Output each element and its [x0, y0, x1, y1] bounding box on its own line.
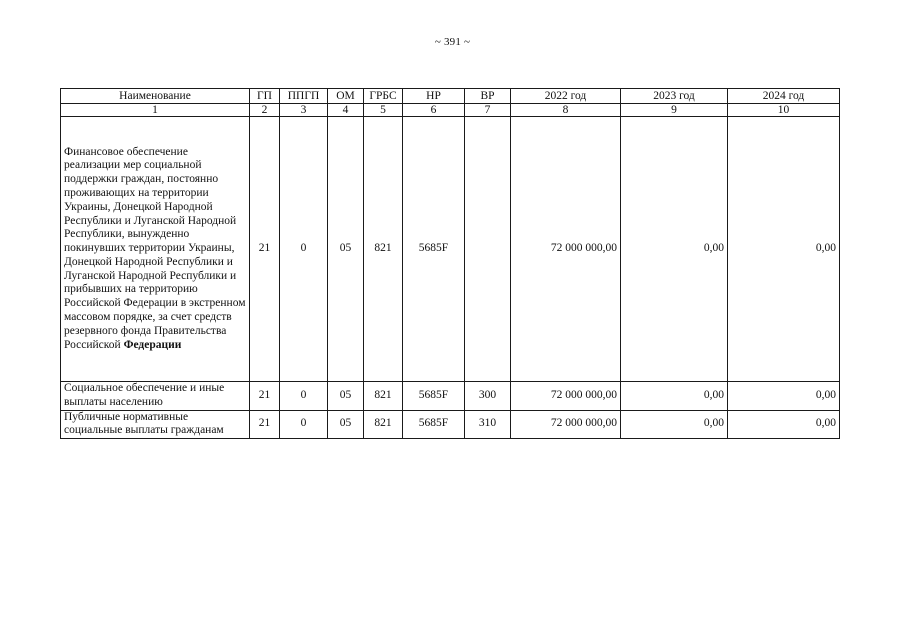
table-row: [61, 382, 840, 411]
table-row: [61, 410, 840, 439]
cell-2022: 72 000 000,00: [511, 382, 621, 411]
column-number: 8: [511, 104, 621, 117]
column-number: 4: [328, 104, 364, 117]
cell-om: 05: [328, 382, 364, 411]
column-number: 6: [403, 104, 465, 117]
cell-2023: 0,00: [621, 410, 728, 439]
column-number: 5: [364, 104, 403, 117]
column-number: 2: [250, 104, 280, 117]
header-2023: 2023 год: [621, 89, 728, 104]
cell-2023: 0,00: [621, 117, 728, 382]
cell-om: 05: [328, 117, 364, 382]
cell-ppgp: 0: [280, 410, 328, 439]
cell-ppgp: 0: [280, 382, 328, 411]
cell-ppgp: 0: [280, 117, 328, 382]
row-name-cell: [61, 117, 250, 382]
row-name: Социальное обеспечение и иные выплаты населению: [64, 382, 225, 408]
row-name: Публичные нормативные социальные выплаты гражданам: [64, 410, 224, 437]
column-number: 9: [621, 104, 728, 117]
cell-vr: 300: [465, 382, 511, 411]
cell-2023: 0,00: [621, 382, 728, 411]
cell-grbs: 821: [364, 410, 403, 439]
cell-2024: 0,00: [728, 410, 840, 439]
cell-2022: 72 000 000,00: [511, 117, 621, 382]
cell-grbs: 821: [364, 117, 403, 382]
cell-gp: 21: [250, 410, 280, 439]
header-gp: ГП: [250, 89, 280, 104]
header-ppgp: ППГП: [280, 89, 328, 104]
row-name-cell: [61, 410, 250, 439]
cell-2022: 72 000 000,00: [511, 410, 621, 439]
header-vr: ВР: [465, 89, 511, 104]
row-name-tail: Федерации: [123, 338, 182, 351]
column-number: 1: [61, 104, 250, 117]
cell-nr: 5685F: [403, 117, 465, 382]
page-number: ~ 391 ~: [434, 36, 471, 48]
cell-gp: 21: [250, 382, 280, 411]
cell-2024: 0,00: [728, 117, 840, 382]
header-2024: 2024 год: [728, 89, 840, 104]
header-grbs: ГРБС: [364, 89, 403, 104]
table-row: [61, 117, 840, 382]
cell-nr: 5685F: [403, 410, 465, 439]
cell-2024: 0,00: [728, 382, 840, 411]
header-row: [61, 89, 840, 104]
row-name: Финансовое обеспечение реализации мер социальной поддержки граждан, постоянно проживающих на территории Украины, Донецкой Народной Республики и Луганской Народной Республики, вынужденно покинувших территории Украины, Донецкой Народной Республики и Луганской Народной Республики и прибывших на территорию Российской Федерации в экстренном массовом порядке, за счет средств резервного фонда Правительства Российской: [64, 145, 246, 351]
column-number: 3: [280, 104, 328, 117]
cell-grbs: 821: [364, 382, 403, 411]
header-om: ОМ: [328, 89, 364, 104]
cell-nr: 5685F: [403, 382, 465, 411]
column-number: 10: [728, 104, 840, 117]
cell-vr: [465, 117, 511, 382]
cell-om: 05: [328, 410, 364, 439]
header-nr: НР: [403, 89, 465, 104]
cell-gp: 21: [250, 117, 280, 382]
header-2022: 2022 год: [511, 89, 621, 104]
column-number-row: [61, 104, 840, 117]
header-name: Наименование: [61, 89, 250, 104]
column-number: 7: [465, 104, 511, 117]
cell-vr: 310: [465, 410, 511, 439]
budget-table: [60, 88, 840, 439]
row-name-cell: [61, 382, 250, 411]
